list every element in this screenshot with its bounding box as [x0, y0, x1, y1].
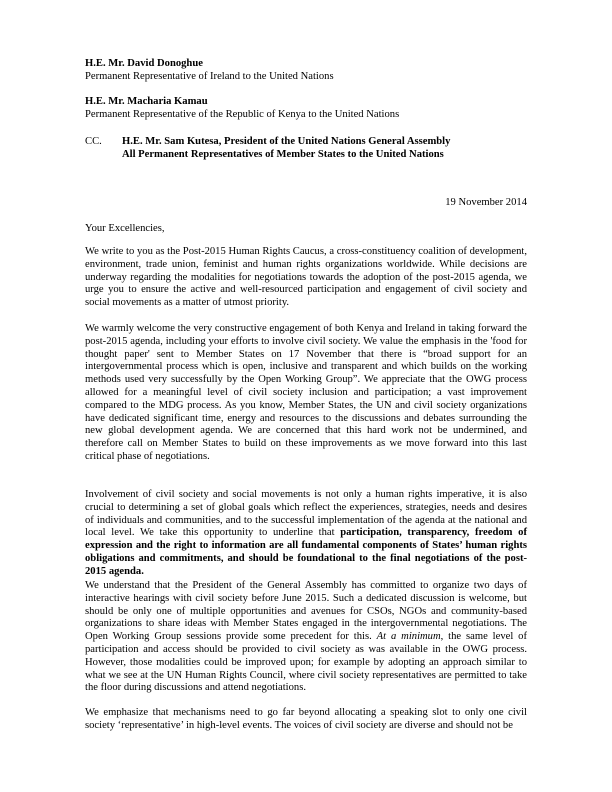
salutation: Your Excellencies, — [85, 223, 165, 234]
recipient-title: Permanent Representative of Ireland to the United Nations — [85, 70, 334, 82]
paragraph-text: We warmly welcome the very constructive engagement of both Kenya and Ireland in taking forward the post-2015 agenda, including your efforts to involve civil society. We value the emphasis in the 'food for thought paper' sent to Member States on 17 November that there is “broad support for an intergovernmental process which is open, inclusive and transparent and which builds on the working methods used very successfully by the Open Working Group”. We appreciate that the OWG process allowed for a meaningful level of civil society inclusion and participation; a vast improvement compared to the MDG process. As you know, Member States, the UN and civil society organizations have dedicated significant time, energy and resources to the discussions and debates surrounding the new global development agenda. We are concerned that this hard work not be undermined, and therefore call on Member States to build on these improvements as we move forward into this last critical phase of negotiations. — [85, 323, 527, 462]
letter-date: 19 November 2014 — [445, 197, 527, 208]
recipient-2 — [85, 96, 527, 122]
paragraph-text: We write to you as the Post-2015 Human Rights Caucus, a cross-constituency coalition of development, environment, trade union, feminist and human rights organizations worldwide. While decisions are underway regarding the modalities for negotiations towards the adoption of the post-2015 agenda, we urge you to ensure the active and well-resourced participation and engagement of civil society and social movements as a matter of utmost priority. — [85, 246, 527, 309]
paragraph-3 — [85, 489, 527, 579]
recipient-name: H.E. Mr. David Donoghue — [85, 58, 203, 69]
cc-label: CC. — [85, 136, 102, 147]
paragraph-italic-run: At a minimum — [376, 631, 441, 643]
recipient-1 — [85, 58, 527, 84]
paragraph-2 — [85, 323, 527, 464]
cc-recipients — [122, 136, 527, 162]
paragraph-4 — [85, 580, 527, 695]
paragraph-1 — [85, 246, 527, 310]
cc-line: All Permanent Representatives of Member States to the United Nations — [122, 148, 444, 160]
cc-line: H.E. Mr. Sam Kutesa, President of the United Nations General Assembly — [122, 136, 451, 147]
recipient-title: Permanent Representative of the Republic of Kenya to the United Nations — [85, 108, 400, 120]
paragraph-run: We understand that the President of the General Assembly has committed to organize two days of interactive hearings with civil society before June 2015. Such a dedicated discussion is welcome, but should be only one of multiple opportunities and avenues for CSOs, NGOs and community-based organizations to share ideas with Member States engaged in the intergovernmental negotiations. The Open Working Group sessions provide some precedent for this. — [85, 580, 527, 643]
paragraph-5 — [85, 707, 527, 733]
paragraph-text — [85, 580, 527, 695]
paragraph-run: Involvement of civil society and social movements is not only a human rights imperative, it is also crucial to determining a set of global goals which reflect the experiences, strategies, needs and desires of individuals and communities, and to the successful implementation of the agenda at the national and local level. We take this opportunity to underline that — [85, 489, 527, 539]
paragraph-run: , the same level of participation and access should be provided to civil society as was available in the OWG process. However, those modalities could be improved upon; for example by adopting an approach similar to what we see at the UN Human Rights Council, where civil society representatives are permitted to take the floor during discussions and attend negotiations. — [85, 631, 527, 694]
paragraph-text: We emphasize that mechanisms need to go far beyond allocating a speaking slot to only one civil society ‘representative’ in high-level events. The voices of civil society are diverse and should not be — [85, 707, 527, 731]
recipient-name: H.E. Mr. Macharia Kamau — [85, 96, 208, 107]
paragraph-bold-run: participation, transparency, freedom of expression and the right to information are all fundamental components of States’ human rights obligations and commitments, and should be foundational to the final negotiations of the post-2015 agenda. — [85, 527, 527, 577]
paragraph-text — [85, 489, 527, 579]
